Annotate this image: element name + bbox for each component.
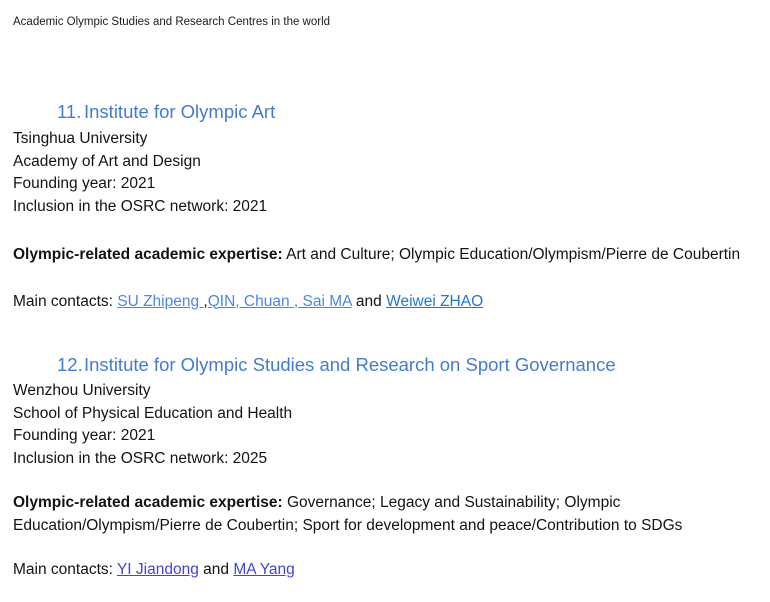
osrc-inclusion-line: Inclusion in the OSRC network: 2021 [13,197,268,215]
section-11-expertise [13,244,753,267]
section-12-expertise [13,492,753,537]
section-11-title: Institute for Olympic Art [84,101,276,122]
section-11-details [13,128,757,218]
founding-year-line: Founding year: 2021 [13,175,156,192]
contact-link-su-zhipeng[interactable]: SU Zhipeng [117,292,204,310]
document-header-text: Academic Olympic Studies and Research Centres in the world [13,16,331,28]
contacts-separator: and [351,292,387,310]
section-12-title: Institute for Olympic Studies and Research on Sport Governance [84,354,616,375]
department-name: Academy of Art and Design [13,152,201,170]
expertise-text: Art and Culture; Olympic Education/Olympism/Pierre de Coubertin [282,246,741,263]
section-11-contacts [13,291,757,314]
osrc-inclusion-line: Inclusion in the OSRC network: 2025 [13,449,268,467]
contact-link-qin-chuan-sai-ma[interactable]: QIN, Chuan , Sai MA [207,292,352,310]
section-12-details [13,380,757,470]
expertise-label: Olympic-related academic expertise: [13,246,283,263]
contacts-label: Main contacts: [13,292,118,310]
section-11-number: 11. [57,101,82,122]
institution-name: Tsinghua University [13,130,148,147]
expertise-text: Governance; Legacy and Sustainability; Olympic Education/Olympism/Pierre de Coubertin; Sport for development and peace/Contribution to SDGs [13,494,683,534]
section-12-number: 12. [57,354,83,375]
contacts-separator: , [203,292,208,310]
expertise-label: Olympic-related academic expertise: [13,494,283,511]
section-12-heading [13,353,757,377]
section-11-heading [13,100,757,124]
section-12-contacts [13,559,757,582]
founding-year-line: Founding year: 2021 [13,427,156,444]
contact-link-weiwei-zhao[interactable]: Weiwei ZHAO [386,292,484,310]
contacts-label: Main contacts: [13,561,117,578]
department-name: School of Physical Education and Health [13,404,293,422]
institution-name: Wenzhou University [13,382,151,399]
contact-link-ma-yang[interactable]: MA Yang [233,561,295,578]
contact-link-yi-jiandong[interactable]: YI Jiandong [116,561,199,578]
contacts-separator: and [198,561,234,578]
